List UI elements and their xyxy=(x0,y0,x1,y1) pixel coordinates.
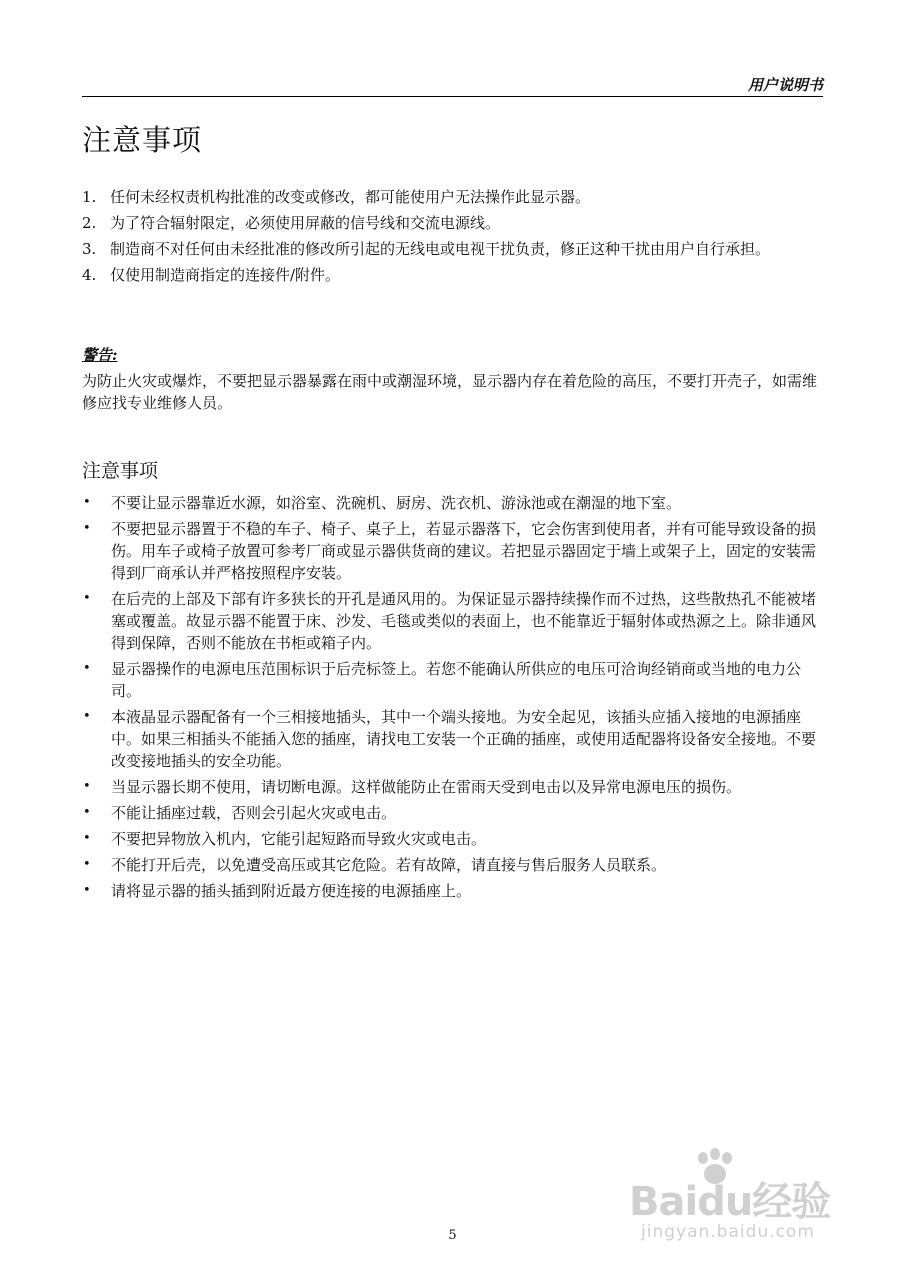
list-item-number: 1. xyxy=(82,188,97,206)
bullet-icon: • xyxy=(83,857,91,872)
list-item-number: 2. xyxy=(82,214,97,232)
header-rule xyxy=(82,96,823,97)
list-item-text: 仅使用制造商指定的连接件/附件。 xyxy=(110,266,341,284)
header-label: 用户说明书 xyxy=(747,76,823,94)
list-item-text: 不要让显示器靠近水源，如浴室、洗碗机、厨房、洗衣机、游泳池或在潮湿的地下室。 xyxy=(111,494,682,512)
list-item-text: 不能让插座过载，否则会引起火灾或电击。 xyxy=(111,804,397,822)
list-item-text: 制造商不对任何由未经批准的修改所引起的无线电或电视干扰负责，修正这种干扰由用户自行承担。 xyxy=(110,240,771,258)
watermark-brand: Baidu经验 xyxy=(629,1179,831,1225)
page-title: 注意事项 xyxy=(82,123,203,157)
precautions-list xyxy=(82,492,827,906)
list-item xyxy=(82,238,824,260)
bullet-icon: • xyxy=(83,661,91,676)
watermark-url: jingyan.baidu.com xyxy=(641,1222,815,1242)
list-item-text: 不要把异物放入机内，它能引起短路而导致火灾或电击。 xyxy=(111,830,487,848)
numbered-notes-list xyxy=(82,186,824,290)
list-item-text: 本液晶显示器配备有一个三相接地插头，其中一个端头接地。为安全起见，该插头应插入接地的电源插座中。如果三相插头不能插入您的插座，请找电工安装一个正确的插座，或使用适配器将设备安全接地。不要改变接地插头的安全功能。 xyxy=(111,708,817,770)
bullet-icon: • xyxy=(83,831,91,846)
list-item-text: 请将显示器的插头插到附近最方便连接的电源插座上。 xyxy=(111,882,472,900)
list-item-text: 不要把显示器置于不稳的车子、椅子、桌子上，若显示器落下，它会伤害到使用者，并有可能导致设备的损伤。用车子或椅子放置可参考厂商或显示器供货商的建议。若把显示器固定于墙上或架子上，固定的安装需得到厂商承认并严格按照程序安装。 xyxy=(111,520,817,582)
list-item xyxy=(82,212,824,234)
list-item xyxy=(82,588,827,654)
list-item xyxy=(82,264,824,286)
warning-body: 为防止火灾或爆炸，不要把显示器暴露在雨中或潮湿环境，显示器内存在着危险的高压，不要打开壳子，如需维修应找专业维修人员。 xyxy=(82,372,818,412)
list-item xyxy=(82,658,827,702)
section-title: 注意事项 xyxy=(82,460,159,482)
list-item xyxy=(82,828,827,850)
watermark xyxy=(629,1148,859,1248)
list-item xyxy=(82,492,827,514)
bullet-icon: • xyxy=(83,495,91,510)
list-item-text: 不能打开后壳，以免遭受高压或其它危险。若有故障，请直接与售后服务人员联系。 xyxy=(111,856,667,874)
bullet-icon: • xyxy=(83,591,91,606)
list-item-text: 任何未经权责机构批准的改变或修改，都可能使用户无法操作此显示器。 xyxy=(110,188,591,206)
bullet-icon: • xyxy=(83,521,91,536)
bullet-icon: • xyxy=(83,709,91,724)
list-item xyxy=(82,880,827,902)
list-item xyxy=(82,706,827,772)
list-item-text: 显示器操作的电源电压范围标识于后壳标签上。若您不能确认所供应的电压可洽询经销商或当地的电力公司。 xyxy=(111,660,802,700)
list-item-text: 当显示器长期不使用，请切断电源。这样做能防止在雷雨天受到电击以及异常电源电压的损伤。 xyxy=(111,778,742,796)
bullet-icon: • xyxy=(83,883,91,898)
list-item-number: 3. xyxy=(82,240,97,258)
list-item-number: 4. xyxy=(82,266,97,284)
list-item xyxy=(82,854,827,876)
list-item xyxy=(82,776,827,798)
warning-title: 警告: xyxy=(82,346,118,364)
page-number: 5 xyxy=(448,1228,457,1243)
list-item xyxy=(82,802,827,824)
list-item xyxy=(82,186,824,208)
list-item xyxy=(82,518,827,584)
bullet-icon: • xyxy=(83,805,91,820)
bullet-icon: • xyxy=(83,779,91,794)
list-item-text: 在后壳的上部及下部有许多狭长的开孔是通风用的。为保证显示器持续操作而不过热，这些散热孔不能被堵塞或覆盖。故显示器不能置于床、沙发、毛毯或类似的表面上，也不能靠近于辐射体或热源之上。除非通风得到保障，否则不能放在书柜或箱子内。 xyxy=(111,590,817,652)
list-item-text: 为了符合辐射限定，必须使用屏蔽的信号线和交流电源线。 xyxy=(110,214,501,232)
